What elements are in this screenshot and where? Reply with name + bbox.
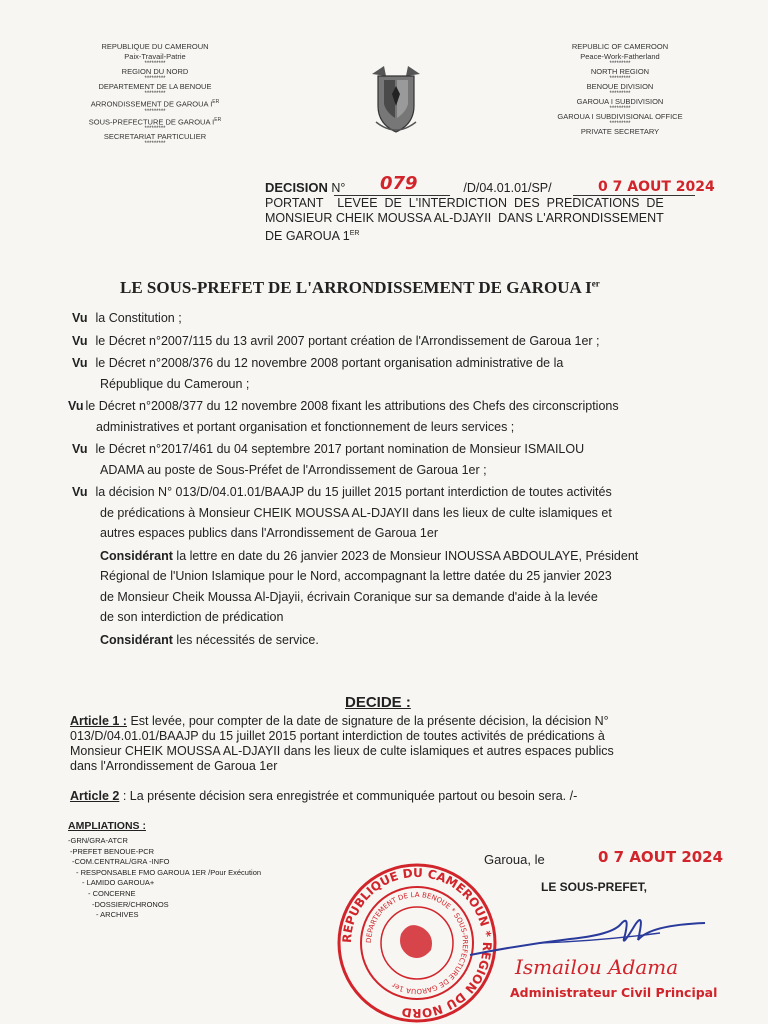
signatory-title: Administrateur Civil Principal bbox=[510, 985, 718, 1000]
decision-number-handwritten: 079 bbox=[380, 173, 418, 194]
recital-item: Vu le Décret n°2017/461 du 04 septembre 2017 portant nomination de Monsieur ISMAILOU ADAMA au poste de Sous-Préfet de l'Arrondissement de Garoua 1er ; bbox=[72, 442, 585, 477]
decide-heading: DECIDE : bbox=[345, 694, 411, 711]
separator: ********* bbox=[609, 91, 631, 97]
header-right-division: BENOUE DIVISION bbox=[586, 82, 654, 91]
separator: ********* bbox=[144, 126, 166, 132]
list-item: - RESPONSABLE FMO GAROUA 1ER /Pour Exécution bbox=[76, 867, 262, 877]
decision-label: DECISION bbox=[265, 180, 328, 195]
list-item: -GRN/GRA-ATCR bbox=[68, 836, 128, 845]
article-1: Article 1 : Est levée, pour compter de la date de signature de la présente décision, la décision N° 013/D/04.01.01/BAAJP du 15 juillet 2015 portant interdiction de toutes activités de prédications à Monsieur CHEIK MOUSSA AL-DJAYII dans les lieux de culte islamiques et autres espaces publics dans l'Arrondissement de Garoua 1er bbox=[70, 714, 614, 773]
signatory-function: LE SOUS-PREFET, bbox=[541, 880, 648, 894]
article-2: Article 2 : La présente décision sera enregistrée et communiquée partout ou besoin sera. /- bbox=[70, 789, 578, 803]
document-title: LE SOUS-PREFET DE L'ARRONDISSEMENT DE GAROUA Ier bbox=[120, 278, 600, 297]
header-right-motto: Peace-Work-Fatherland bbox=[580, 52, 660, 61]
header-left-secretariat: SECRETARIAT PARTICULIER bbox=[103, 132, 207, 141]
header-left-subprefecture: SOUS-PREFECTURE DE GAROUA IER bbox=[88, 116, 222, 126]
list-item: - ARCHIVES bbox=[96, 910, 139, 920]
list-item: -PREFET BENOUE-PCR bbox=[70, 846, 155, 856]
header-left-motto: Paix-Travail-Patrie bbox=[124, 52, 186, 61]
separator: ********* bbox=[144, 61, 166, 67]
recital-item: Vu le Décret n°2007/115 du 13 avril 2007 portant création de l'Arrondissement de Garoua 1er ; bbox=[72, 333, 600, 348]
header-right bbox=[530, 42, 710, 137]
considerant-item: Considérant les nécessités de service. bbox=[100, 632, 319, 647]
separator: ********* bbox=[609, 76, 631, 82]
recital-item: Vu la décision N° 013/D/04.01.01/BAAJP du 15 juillet 2015 portant interdiction de toutes activités de prédications à Monsieur CHEIK MOUSSA AL-DJAYII dans les lieux de culte islamiques et autres espaces publics dans l'Arrondissement de Garoua 1er bbox=[72, 485, 612, 540]
separator: ********* bbox=[144, 108, 166, 115]
header-right-region: NORTH REGION bbox=[590, 67, 650, 76]
ampliations-list bbox=[68, 836, 261, 921]
ampliations bbox=[68, 820, 261, 921]
coat-of-arms-icon bbox=[368, 60, 424, 140]
seal-outer-text: REPUBLIQUE DU CAMEROUN * REGION DU NORD bbox=[339, 865, 495, 1021]
list-item: -DOSSIER/CHRONOS bbox=[92, 899, 169, 909]
header-left-country: REPUBLIQUE DU CAMEROUN bbox=[101, 42, 209, 51]
signature-date-stamp: 0 7 AOUT 2024 bbox=[598, 848, 724, 866]
separator: ********* bbox=[144, 76, 166, 82]
header-right-secretary: PRIVATE SECRETARY bbox=[580, 127, 660, 136]
decision-ref: /D/04.01.01/SP/ bbox=[463, 181, 552, 195]
ampliations-title: AMPLIATIONS : bbox=[68, 820, 146, 832]
header-right-country: REPUBLIC OF CAMEROON bbox=[571, 42, 669, 51]
header-left bbox=[70, 42, 240, 147]
separator: ********* bbox=[144, 141, 166, 147]
list-item: -COM.CENTRAL/GRA -INFO bbox=[72, 857, 170, 867]
signature-place: Garoua, le bbox=[484, 852, 545, 867]
decision-object-2: MONSIEUR CHEIK MOUSSA AL-DJAYII DANS L'ARRONDISSEMENT bbox=[265, 211, 664, 225]
list-item: - LAMIDO GAROUA+ bbox=[82, 878, 155, 888]
decision-no: N° bbox=[331, 181, 346, 195]
date-underline bbox=[573, 195, 695, 196]
list-item: - CONCERNE bbox=[88, 888, 136, 898]
recitals bbox=[68, 308, 697, 650]
separator: ********* bbox=[609, 106, 631, 112]
decision-date-stamp: 0 7 AOUT 2024 bbox=[598, 179, 715, 195]
header-left-region: REGION DU NORD bbox=[121, 67, 189, 76]
header-left-department: DEPARTEMENT DE LA BENOUE bbox=[98, 82, 212, 91]
recital-item: Vu le Décret n°2008/377 du 12 novembre 2008 fixant les attributions des Chefs des circonscriptions administratives et portant organisation et fonctionnement de leurs services ; bbox=[68, 399, 619, 434]
header-right-office: GAROUA I SUBDIVISIONAL OFFICE bbox=[557, 112, 683, 121]
decision-object-1: PORTANT LEVEE DE L'INTERDICTION DES PREDICATIONS DE bbox=[265, 196, 664, 210]
separator: ********* bbox=[609, 121, 631, 127]
decision-object-3: DE GAROUA 1ER bbox=[265, 229, 360, 244]
header-right-subdivision: GAROUA I SUBDIVISION bbox=[576, 97, 664, 106]
header-left-arrondissement: ARRONDISSEMENT DE GAROUA IER bbox=[90, 99, 220, 109]
separator: ********* bbox=[144, 91, 166, 97]
signatory-name: Ismailou Adama bbox=[515, 955, 679, 979]
recital-item: Vu le Décret n°2008/376 du 12 novembre 2008 portant organisation administrative de la République du Cameroun ; bbox=[72, 356, 564, 391]
recital-item: Vu la Constitution ; bbox=[72, 311, 182, 325]
seal-inner-text: DEPARTEMENT DE LA BENOUE * SOUS-PREFECTURE DE GAROUA 1er bbox=[364, 890, 470, 996]
separator: ********* bbox=[609, 61, 631, 67]
considerant-item: Considérant la lettre en date du 26 janvier 2023 de Monsieur INOUSSA ABDOULAYE, Président Régional de l'Union Islamique pour le Nord, accompagnant la lettre datée du 25 janvier 2023 de Monsieur Cheik Moussa Al-Djayii, écrivain Coranique sur sa demande d'aide à la levée de son interdiction de prédication bbox=[100, 548, 639, 624]
number-underline bbox=[334, 195, 450, 196]
